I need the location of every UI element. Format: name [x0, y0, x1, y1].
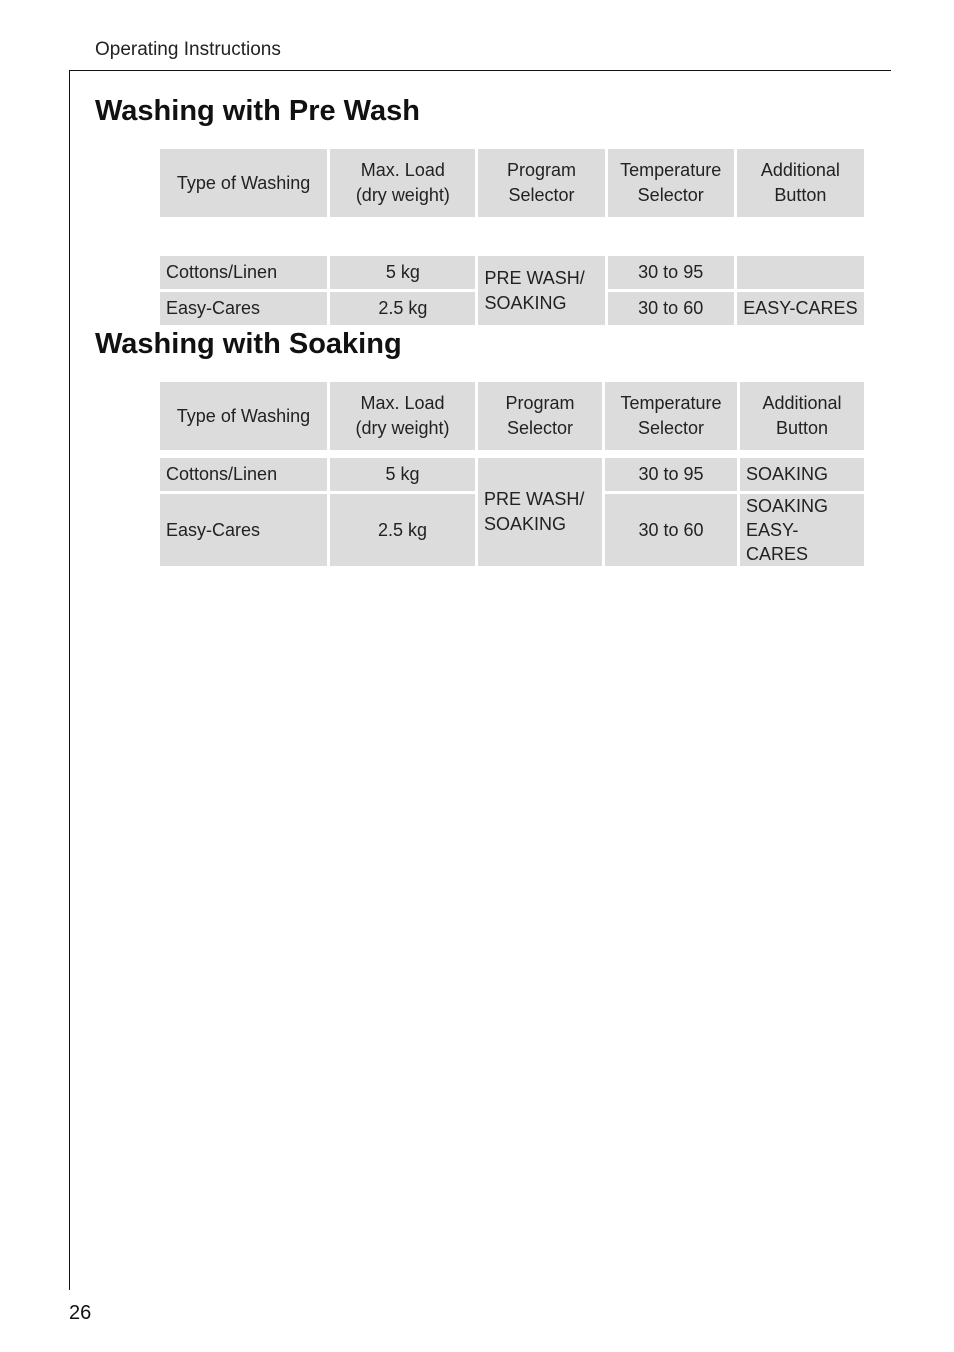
- cell-button: [737, 256, 864, 289]
- col-button-header-text: Additional Button: [760, 160, 840, 205]
- soaking-table: [157, 379, 867, 569]
- table-row: [160, 256, 864, 289]
- cell-load: 5 kg: [330, 256, 475, 289]
- cell-program: [478, 458, 602, 566]
- col-temp-header: [605, 382, 737, 450]
- cell-type: Easy-Cares: [160, 292, 327, 325]
- margin-rule: [69, 70, 70, 1290]
- table-header-row: [160, 149, 864, 217]
- table-spacer: [160, 220, 864, 253]
- cell-program-text: PRE WASH/ SOAKING: [484, 489, 585, 534]
- running-header: Operating Instructions: [95, 39, 281, 60]
- cell-temp: 30 to 60: [605, 494, 737, 566]
- col-load-header: [330, 149, 475, 217]
- table-spacer: [160, 453, 864, 455]
- cell-type: Cottons/Linen: [160, 256, 327, 289]
- cell-type: Cottons/Linen: [160, 458, 327, 491]
- prewash-table: [157, 146, 867, 328]
- cell-type: Easy-Cares: [160, 494, 327, 566]
- col-program-header: [478, 382, 602, 450]
- col-temp-header-text: Temperature Selector: [620, 393, 722, 438]
- table-header-row: [160, 382, 864, 450]
- cell-button: EASY-CARES: [737, 292, 864, 325]
- cell-program: [478, 256, 604, 325]
- col-load-header-text: Max. Load (dry weight): [355, 160, 450, 205]
- cell-temp: 30 to 60: [608, 292, 734, 325]
- table-row: [160, 458, 864, 491]
- col-type-header: Type of Washing: [160, 149, 327, 217]
- col-program-header-text: Program Selector: [507, 160, 577, 205]
- cell-load: 5 kg: [330, 458, 475, 491]
- col-program-header: [478, 149, 604, 217]
- col-load-header: [330, 382, 475, 450]
- col-load-header-text: Max. Load (dry weight): [355, 393, 450, 438]
- header-rule: [69, 70, 891, 71]
- page-number: 26: [69, 1302, 92, 1324]
- cell-temp: 30 to 95: [605, 458, 737, 491]
- col-button-header: [737, 149, 864, 217]
- col-type-header: Type of Washing: [160, 382, 327, 450]
- cell-load: 2.5 kg: [330, 292, 475, 325]
- cell-button: SOAKING: [740, 458, 864, 491]
- cell-button-text: SOAKING EASY-CARES: [746, 496, 829, 564]
- soaking-title: Washing with Soaking: [95, 328, 402, 360]
- cell-load: 2.5 kg: [330, 494, 475, 566]
- col-program-header-text: Program Selector: [505, 393, 575, 438]
- col-temp-header-text: Temperature Selector: [620, 160, 722, 205]
- prewash-title: Washing with Pre Wash: [95, 95, 420, 127]
- cell-button: [740, 494, 864, 566]
- col-temp-header: [608, 149, 734, 217]
- col-button-header: [740, 382, 864, 450]
- cell-temp: 30 to 95: [608, 256, 734, 289]
- cell-program-text: PRE WASH/ SOAKING: [484, 267, 585, 313]
- col-button-header-text: Additional Button: [762, 393, 842, 438]
